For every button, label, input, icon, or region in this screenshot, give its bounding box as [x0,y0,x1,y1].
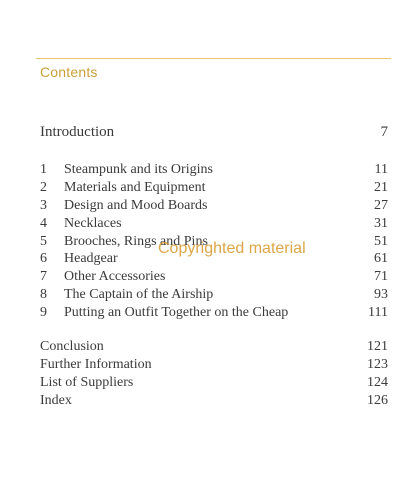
chapter-title: Headgear [64,251,118,266]
toc-row-chapter-3 [40,197,388,214]
chapter-page: 11 [374,162,388,177]
toc-entry-title: Further Information [40,357,152,372]
chapter-title: Steampunk and its Origins [64,162,213,177]
chapter-title: Putting an Outfit Together on the Cheap [64,305,289,320]
copyright-watermark: Copyrighted material [158,240,306,257]
toc-row-chapter-9 [40,304,388,321]
toc-entry-title: Conclusion [40,339,104,354]
chapter-number: 1 [40,162,47,177]
chapter-title: Necklaces [64,216,122,231]
toc-entry-title: List of Suppliers [40,375,134,390]
toc-entry-page: 123 [367,357,388,372]
toc-row-index [40,392,388,409]
chapter-number: 8 [40,287,47,302]
chapter-number: 5 [40,234,47,249]
toc-row-chapter-1 [40,161,388,178]
toc-entry-title: Introduction [40,124,115,140]
toc-row-list-of-suppliers [40,374,388,391]
toc-row-introduction [40,124,388,141]
toc-row-further-information [40,356,388,373]
header-rule [36,58,391,59]
toc-row-chapter-7 [40,268,388,285]
chapter-title: The Captain of the Airship [64,287,214,302]
chapter-number: 9 [40,305,47,320]
chapter-page: 27 [374,198,388,213]
chapter-page: 93 [374,287,388,302]
chapter-number: 3 [40,198,47,213]
chapter-page: 61 [374,251,388,266]
toc-entry-page: 124 [367,375,388,390]
chapter-page: 21 [374,180,388,195]
toc-entry-page: 7 [380,124,388,140]
toc-entry-title: Index [40,393,72,408]
toc-row-conclusion [40,338,388,355]
chapter-title: Materials and Equipment [64,180,206,195]
chapter-number: 2 [40,180,47,195]
toc-row-chapter-4 [40,215,388,232]
chapter-page: 71 [374,269,388,284]
chapter-title: Other Accessories [64,269,166,284]
contents-heading: Contents [40,64,98,80]
chapter-number: 7 [40,269,47,284]
chapter-page: 111 [368,305,388,320]
chapter-number: 6 [40,251,47,266]
chapter-page: 31 [374,216,388,231]
chapter-title: Brooches, Rings and Pins [64,234,208,249]
toc-row-chapter-8 [40,286,388,303]
toc-row-chapter-2 [40,179,388,196]
chapter-page: 51 [374,234,388,249]
toc-entry-page: 121 [367,339,388,354]
chapter-number: 4 [40,216,47,231]
chapter-title: Design and Mood Boards [64,198,208,213]
toc-entry-page: 126 [367,393,388,408]
